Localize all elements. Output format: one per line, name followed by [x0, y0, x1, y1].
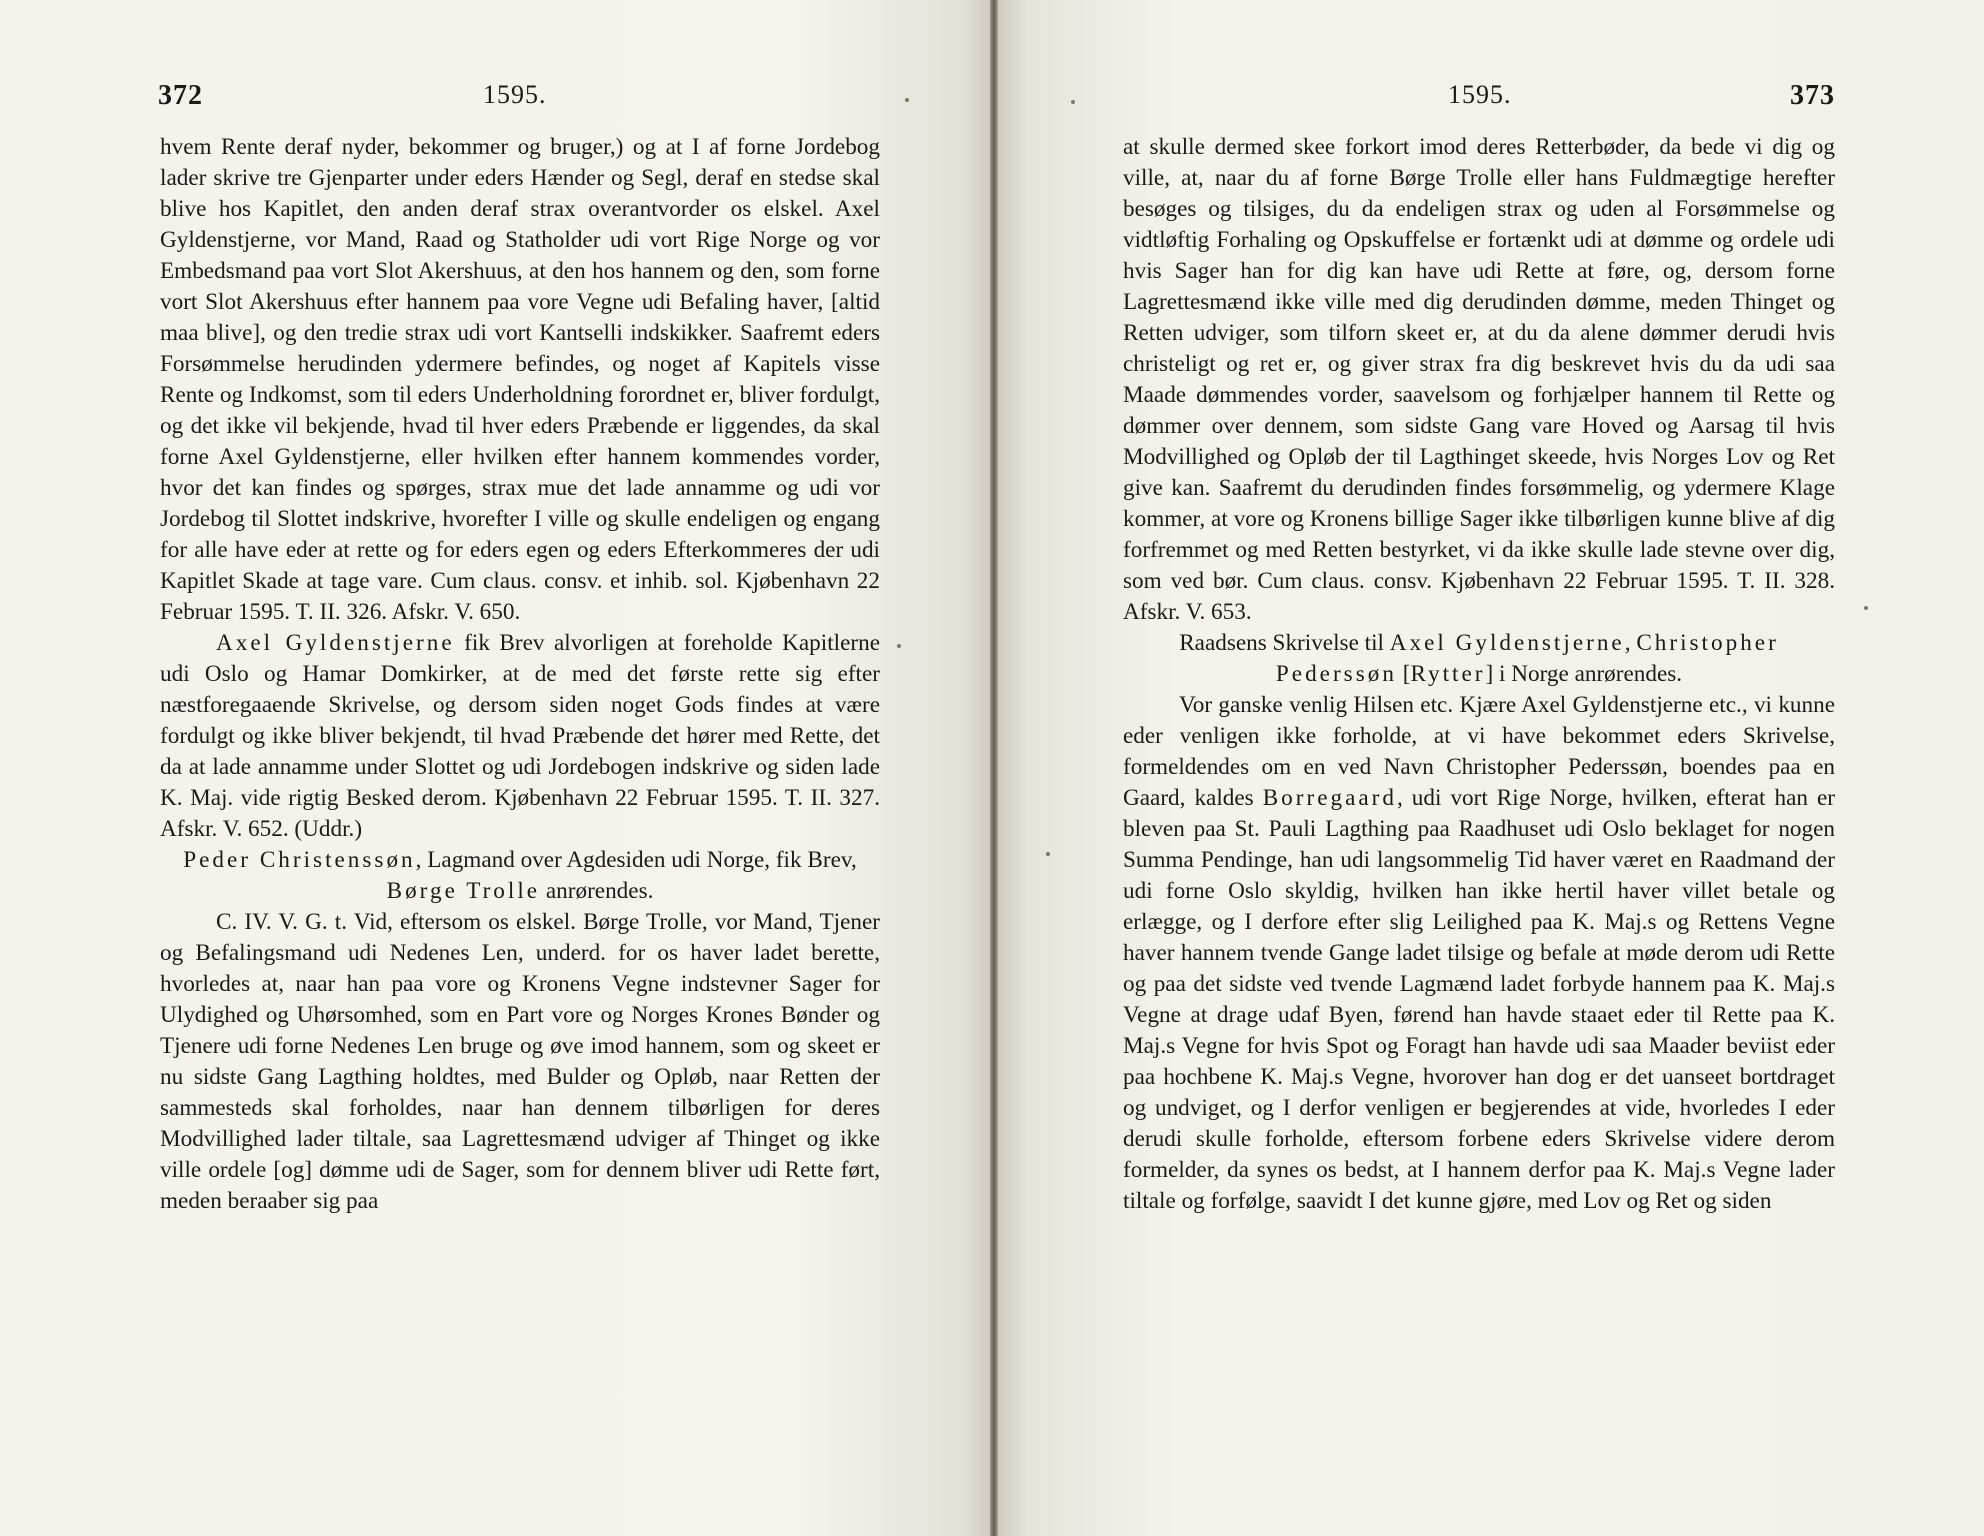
person-name: Peder Christenssøn [183, 847, 416, 873]
paragraph: C. IV. V. G. t. Vid, eftersom os elskel. Børge Trolle, vor Mand, Tjener og Befalingsmand udi Nedenes Len, underd. for os haver ladet berette, hvorledes at, naar han paa vore og Kronens Vegne indstevner Sager for Ulydighed og Uhørsomhed, som en Part vore og Norges Krones Bønder og Tjenere udi forne Nedenes Len bruge og øve imod hannem, som og skeet er nu sidste Gang Lagthing holdtes, med Bulder og Opløb, naar Retten der sammesteds skal forholdes, naar han dennem tilbørligen for deres Modvillighed lader tiltale, saa Lagrettesmænd udviger af Thinget og ikke ville ordele [og] dømme udi de Sager, som for dennem bliver udi Rette ført, meden beraaber sig paa [160, 909, 880, 1214]
page-number: 373 [1790, 80, 1835, 111]
page-number: 372 [158, 80, 203, 111]
right-page [998, 0, 1984, 1536]
book-gutter [990, 0, 998, 1536]
running-year: 1595. [483, 80, 547, 109]
person-name: Christopher Pederssøn [1275, 630, 1779, 687]
paper-speck [1046, 852, 1050, 856]
paragraph: at skulle dermed skee forkort imod deres Retterbøder, da bede vi dig og ville, at, naar du af forne Børge Trolle eller hans Fuldmægtige herefter besøges og tilsiges, du da endeligen strax og uden al Forsømmelse og vidtløftig Forhaling og Opskuffelse er fortænkt udi at dømme og ordele udi hvis Sager han for dig kan have udi Rette at føre, og, dersom forne Lagrettesmænd ikke ville med dig derudinden dømme, meden Thinget og Retten udviger, som tilforn skeet er, at du da alene dømmer derudi hvis christeligt og ret er, og giver strax fra dig beskrevet hvis du da udi saa Maade dømmendes vorder, saavelsom og forhjælper hannem til Rette og dømmer over dennem, som sidste Gang vare Hoved og Aarsag til hvis Modvillighed og Opløb der til Lagthinget skeede, hvis Norges Lov og Ret give kan. Saafremt du derudinden findes forsømmelig, og ydermere Klage kommer, at vore og Kronens billige Sager ikke tilbørligen kunne blive af dig forfremmet og med Retten bestyrket, vi da ikke skulle lade stevne over dig, som ved bør. Cum claus. consv. Kjøbenhavn 22 Februar 1595. T. II. 328. Afskr. V. 653. [1123, 134, 1835, 625]
person-name: Rytter [1410, 661, 1486, 687]
left-page-header [158, 80, 878, 120]
paragraph: hvem Rente deraf nyder, bekommer og bruger,) og at I af forne Jordebog lader skrive tre Gjenparter under eders Hænder og Segl, deraf en stedse skal blive hos Kapitlet, den anden deraf strax overantvorder os elskel. Axel Gyldenstjerne, vor Mand, Raad og Statholder udi vort Rige Norge og vor Embedsmand paa vort Slot Akershuus, at den hos hannem og den, som forne vort Slot Akershuus efter hannem paa vore Vegne udi Befaling haver, [altid maa blive], og den tredie strax udi vort Kantselli indskikker. Saafremt eders Forsømmelse herudinden ydermere befindes, og noget af Kapitels visse Rente og Indkomst, som til eders Underholdning forordnet er, bliver fordulgt, og det ikke vil bekjende, hvad til hver eders Præbende er liggendes, da skal forne Axel Gyldenstjerne, eller hvilken efter hannem kommendes vorder, hvor det kan findes og spørges, strax mue det lade annamme og udi vor Jordebog til Slottet indskrive, hvorefter I ville og skulle endeligen og engang for alle have eder at rette og for eders egen og eders Efterkommeres der udi Kapitlet Skade at tage vare. Cum claus. consv. et inhib. sol. Kjøbenhavn 22 Februar 1595. T. II. 326. Afskr. V. 650. [160, 134, 880, 625]
paragraph: Axel Gyldenstjerne fik Brev alvorligen at foreholde Kapitlerne udi Oslo og Hamar Domkirker, at de med det første rette sig efter næstforegaaende Skrivelse, og dersom siden noget Gods findes at være fordulgt og ikke bliver bekjendt, til hvad Præbende det hører med Rette, det da at lade annamme under Slottet og udi Jordebogen indskrive og siden lade K. Maj. vide rigtig Besked derom. Kjøbenhavn 22 Februar 1595. T. II. 327. Afskr. V. 652. (Uddr.) [160, 630, 880, 842]
person-name: Axel Gyldenstjerne [1389, 630, 1625, 656]
paper-speck [905, 98, 909, 102]
section-heading: Raadsens Skrivelse til Axel Gyldenstjerne, Christopher Pederssøn [Rytter] i Norge anrørendes. [1179, 630, 1779, 687]
paragraph: Vor ganske venlig Hilsen etc. Kjære Axel Gyldenstjerne etc., vi kunne eder venligen ikke forholde, at vi have bekommet eders Skrivelse, formeldendes om en ved Navn Christopher Pederssøn, boendes paa en Gaard, kaldes Borregaard, udi vort Rige Norge, hvilken, efterat han er bleven paa St. Pauli Lagthing paa Raadhuset udi Oslo beklaget for nogen Summa Pendinge, han udi langsommelig Tid haver været en Raadmand der udi forne Oslo skyldig, hvilken han ikke hertil haver villet betale og erlægge, og I derfore efter slig Leilighed paa K. Maj.s og Rettens Vegne haver hannem tvende Gange ladet tilsige og befale at møde derom udi Rette og paa det sidste ved tvende Lagmænd ladet forbyde hannem paa K. Maj.s Vegne at drage udaf Byen, førend han havde staaet eder til Rette paa K. Maj.s Vegne for hvis Spot og Foragt han havde udi saa Maader beviist eder paa hochbene K. Maj.s Vegne, hvorover han dog er det uanseet bortdraget og undviget, og I derfor venligen er begjerendes at vide, hvorledes I eder derudi skulle forholde, eftersom forbene eders Skrivelse videre derom formelder, da synes os bedst, at I hannem derfor paa K. Maj.s Vegne lader tiltale og forfølge, saavidt I det kunne gjøre, med Lov og Ret og siden [1123, 692, 1835, 1214]
left-page-body [160, 132, 880, 1217]
running-year: 1595. [1448, 80, 1512, 109]
person-name: Børge Trolle [386, 878, 541, 904]
paper-speck [1071, 100, 1075, 104]
right-page-header [1123, 80, 1835, 120]
place-name: Borregaard [1262, 785, 1397, 811]
section-heading: Peder Christenssøn, Lagmand over Agdesiden udi Norge, fik Brev, Børge Trolle anrørendes. [183, 847, 857, 904]
paper-speck [897, 644, 901, 648]
paper-speck [1864, 606, 1868, 610]
person-name: Axel Gyldenstjerne [216, 630, 455, 656]
left-page [0, 0, 990, 1536]
right-page-body [1123, 132, 1835, 1217]
